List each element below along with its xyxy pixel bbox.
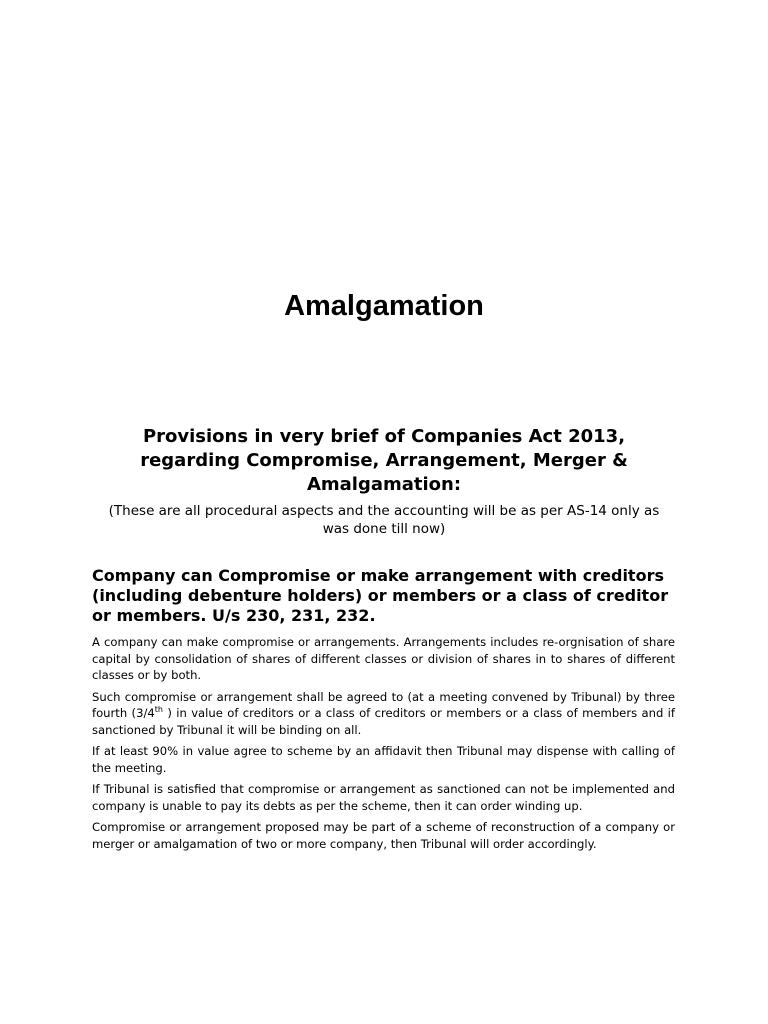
paragraph-text: ) in value of creditors or a class of creditors or members or a class of members and if sanctioned by Tribunal it will be binding on all.: [92, 706, 675, 737]
paragraph-compromise-definition: A company can make compromise or arrangements. Arrangements includes re-orgnisation of share capital by consolidation of shares of different classes or division of shares in to shares of different classes or by both.: [92, 635, 675, 682]
provisions-heading: Provisions in very brief of Companies Act 2013, regarding Compromise, Arrangement, Merger & Amalgamation:: [140, 426, 628, 495]
superscript-th: th: [154, 705, 163, 715]
paragraph-winding-up: If Tribunal is satisfied that compromise or arrangement as sanctioned can not be implemented and company is unable to pay its debts as per the scheme, then it can order winding up.: [92, 782, 675, 813]
paragraph-reconstruction-scheme: Compromise or arrangement proposed may be part of a scheme of reconstruction of a company or merger or amalgamation of two or more company, then Tribunal will order accordingly.: [92, 820, 675, 851]
paragraph-approval-requirement: [92, 689, 675, 739]
paragraph-dispense-meeting: If at least 90% in value agree to scheme by an affidavit then Tribunal may dispense with calling of the meeting.: [92, 744, 675, 775]
compromise-section: [92, 566, 675, 857]
page-title: Amalgamation: [284, 290, 484, 322]
provisions-block: [96, 425, 672, 538]
provisions-note: (These are all procedural aspects and the accounting will be as per AS-14 only as was done till now): [108, 503, 660, 537]
paragraph-text: Such compromise or arrangement shall be agreed to (at a meeting convened by Tribunal) by three fourth (3/4: [92, 689, 675, 720]
section-heading: Company can Compromise or make arrangement with creditors (including debenture holders) or members or a class of creditor or members. U/s 230, 231, 232.: [92, 566, 669, 625]
